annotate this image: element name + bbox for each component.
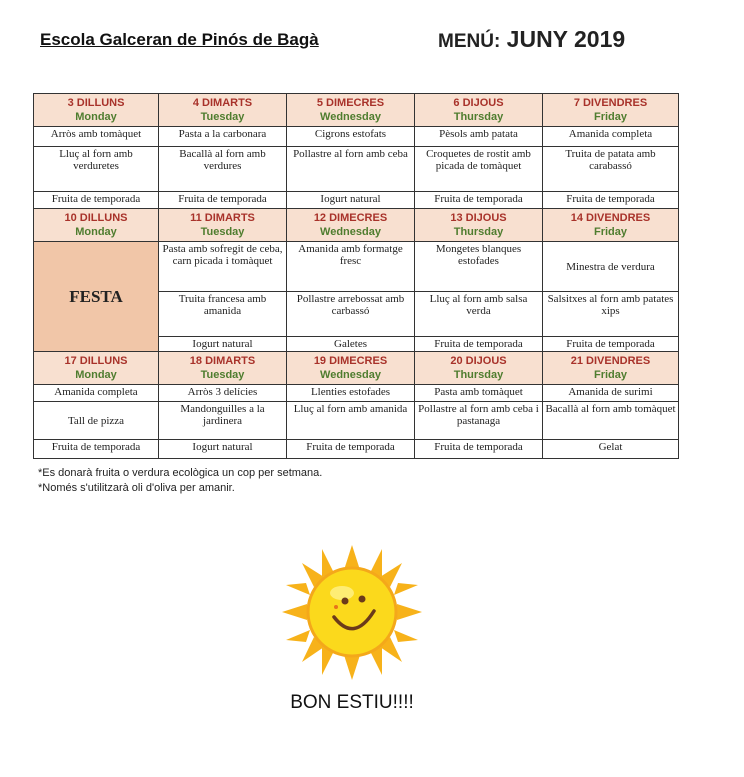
- dish-cell: Pollastre al forn amb ceba: [287, 147, 415, 192]
- menu-row: [34, 440, 679, 459]
- dish-cell: Arròs 3 delícies: [159, 385, 287, 402]
- menu-row: [34, 242, 679, 292]
- dish-cell: Iogurt natural: [159, 337, 287, 352]
- dish-cell: Arròs amb tomàquet: [34, 127, 159, 147]
- day-header: [415, 352, 543, 385]
- day-name: 10 DILLUNS: [64, 212, 128, 224]
- day-name: 19 DIMECRES: [313, 355, 388, 367]
- week-header-row: [34, 209, 679, 242]
- day-header: [415, 94, 543, 127]
- dish-cell: Lluç al forn amb amanida: [287, 402, 415, 440]
- day-name-english: Monday: [75, 226, 117, 238]
- dish-cell: Croquetes de rostit amb picada de tomàquet: [415, 147, 543, 192]
- dish-cell: Gelat: [543, 440, 679, 459]
- holiday-cell: FESTA: [34, 242, 159, 352]
- dish-cell: Fruita de temporada: [415, 192, 543, 209]
- day-header: [543, 94, 679, 127]
- note-ecologic: *Es donarà fruita o verdura ecològica un cop per setmana.: [38, 467, 323, 479]
- day-name: 20 DIJOUS: [450, 355, 507, 367]
- day-name-english: Tuesday: [200, 226, 245, 238]
- menu-heading: [438, 26, 625, 53]
- dish-cell: Salsitxes al forn amb patates xips: [543, 292, 679, 337]
- day-header: [287, 209, 415, 242]
- dish-cell: Minestra de verdura: [543, 242, 679, 292]
- day-name-english: Wednesday: [320, 111, 381, 123]
- day-name-english: Friday: [593, 226, 627, 238]
- dish-cell: Bacallà al forn amb verdures: [159, 147, 287, 192]
- day-name: 18 DIMARTS: [189, 355, 256, 367]
- dish-cell: Tall de pizza: [34, 402, 159, 440]
- dish-cell: Truita de patata amb carabassó: [543, 147, 679, 192]
- dish-cell: Pèsols amb patata: [415, 127, 543, 147]
- day-name: 4 DIMARTS: [192, 97, 253, 109]
- school-title: Escola Galceran de Pinós de Bagà: [40, 30, 319, 49]
- menu-month: JUNY 2019: [506, 26, 626, 52]
- dish-cell: Fruita de temporada: [543, 192, 679, 209]
- day-header: [34, 94, 159, 127]
- day-name-english: Monday: [75, 369, 117, 381]
- menu-row: [34, 147, 679, 192]
- day-name-english: Friday: [593, 369, 627, 381]
- day-name-english: Wednesday: [320, 226, 381, 238]
- dish-cell: Lluç al forn amb verduretes: [34, 147, 159, 192]
- day-header: [287, 352, 415, 385]
- dish-cell: Galetes: [287, 337, 415, 352]
- day-name: 3 DILLUNS: [67, 97, 125, 109]
- day-name: 17 DILLUNS: [64, 355, 128, 367]
- day-header: [34, 352, 159, 385]
- day-header: [34, 209, 159, 242]
- day-name-english: Wednesday: [320, 369, 381, 381]
- day-name: 21 DIVENDRES: [570, 355, 651, 367]
- dish-cell: Bacallà al forn amb tomàquet: [543, 402, 679, 440]
- menu-label: MENÚ:: [438, 31, 501, 52]
- day-name-english: Thursday: [453, 369, 504, 381]
- dish-cell: Fruita de temporada: [543, 337, 679, 352]
- day-name-english: Friday: [593, 111, 627, 123]
- week-header-row: [34, 94, 679, 127]
- day-header: [159, 209, 287, 242]
- dish-cell: Fruita de temporada: [159, 192, 287, 209]
- dish-cell: Mandonguilles a la jardinera: [159, 402, 287, 440]
- dish-cell: Pasta a la carbonara: [159, 127, 287, 147]
- dish-cell: Iogurt natural: [287, 192, 415, 209]
- day-name-english: Monday: [75, 111, 117, 123]
- dish-cell: Pollastre al forn amb ceba i pastanaga: [415, 402, 543, 440]
- day-name-english: Thursday: [453, 226, 504, 238]
- day-header: [159, 352, 287, 385]
- dish-cell: Truita francesa amb amanida: [159, 292, 287, 337]
- day-header: [287, 94, 415, 127]
- footnotes: [38, 466, 322, 496]
- day-name: 6 DIJOUS: [453, 97, 504, 109]
- dish-cell: Lluç al forn amb salsa verda: [415, 292, 543, 337]
- dish-cell: Fruita de temporada: [415, 440, 543, 459]
- menu-row: [34, 385, 679, 402]
- day-header: [159, 94, 287, 127]
- bon-estiu-text: BON ESTIU!!!!: [290, 692, 414, 713]
- dish-cell: Fruita de temporada: [34, 440, 159, 459]
- sun-icon: [282, 545, 422, 685]
- menu-row: [34, 192, 679, 209]
- dish-cell: Fruita de temporada: [415, 337, 543, 352]
- dish-cell: Amanida completa: [34, 385, 159, 402]
- dish-cell: Mongetes blanques estofades: [415, 242, 543, 292]
- day-header: [415, 209, 543, 242]
- dish-cell: Pasta amb tomàquet: [415, 385, 543, 402]
- dish-cell: Iogurt natural: [159, 440, 287, 459]
- day-name-english: Tuesday: [200, 369, 245, 381]
- dish-cell: Pasta amb sofregit de ceba, carn picada i tomàquet: [159, 242, 287, 292]
- day-name: 7 DIVENDRES: [573, 97, 648, 109]
- dish-cell: Fruita de temporada: [287, 440, 415, 459]
- menu-table: [33, 93, 679, 459]
- day-name: 5 DIMECRES: [316, 97, 385, 109]
- dish-cell: Amanida de surimi: [543, 385, 679, 402]
- day-header: [543, 209, 679, 242]
- day-name-english: Tuesday: [200, 111, 245, 123]
- menu-row: [34, 127, 679, 147]
- day-name: 14 DIVENDRES: [570, 212, 651, 224]
- dish-cell: Cigrons estofats: [287, 127, 415, 147]
- day-name: 11 DIMARTS: [190, 212, 255, 224]
- note-olive-oil: *Només s'utilitzarà oli d'oliva per amanir.: [38, 482, 235, 494]
- day-name: 13 DIJOUS: [450, 212, 507, 224]
- dish-cell: Amanida amb formatge fresc: [287, 242, 415, 292]
- dish-cell: Amanida completa: [543, 127, 679, 147]
- day-header: [543, 352, 679, 385]
- menu-row: [34, 402, 679, 440]
- dish-cell: Llenties estofades: [287, 385, 415, 402]
- dish-cell: Pollastre arrebossat amb carbassó: [287, 292, 415, 337]
- day-name: 12 DIMECRES: [313, 212, 388, 224]
- week-header-row: [34, 352, 679, 385]
- dish-cell: Fruita de temporada: [34, 192, 159, 209]
- day-name-english: Thursday: [453, 111, 504, 123]
